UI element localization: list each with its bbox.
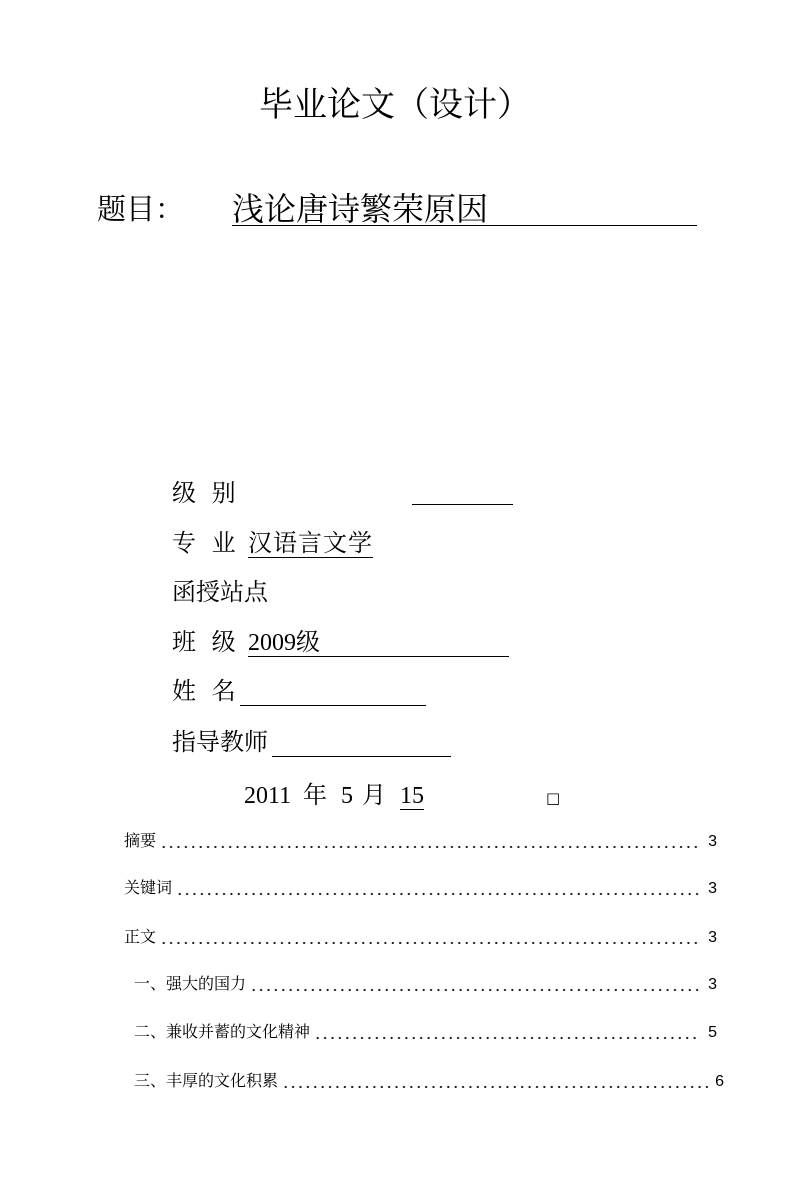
toc-label: 正文 xyxy=(124,929,157,946)
toc-label: 关键词 xyxy=(124,880,173,897)
toc-page-number: 3 xyxy=(708,880,717,897)
station-label: 函授站点 xyxy=(172,579,268,606)
level-blank-line xyxy=(412,480,513,505)
class-value: 2009级 xyxy=(248,630,509,657)
class-label: 班 级 xyxy=(172,629,236,656)
name-blank-line xyxy=(240,681,426,706)
date-month: 5 xyxy=(341,783,353,809)
toc-page-number: 3 xyxy=(708,833,717,850)
name-label: 姓 名 xyxy=(172,678,236,705)
toc-entry-section-2 xyxy=(134,1023,717,1043)
toc-label: 一、强大的国力 xyxy=(134,976,247,993)
toc-label: 摘要 xyxy=(124,833,157,850)
advisor-label: 指导教师 xyxy=(172,729,268,756)
toc-leader-dots xyxy=(282,1072,708,1092)
toc-page-number: 3 xyxy=(708,929,717,946)
toc-leader-dots xyxy=(160,928,701,948)
subject-value: 浅论唐诗繁荣原因 xyxy=(232,193,697,226)
toc-entry-body xyxy=(124,928,717,948)
thesis-title: 毕业论文（设计） xyxy=(259,86,531,124)
date-day: 15 xyxy=(400,783,424,809)
toc-page-number: 5 xyxy=(708,1024,717,1041)
subject-label: 题目： xyxy=(97,194,185,226)
advisor-blank-line xyxy=(272,732,451,757)
major-value: 汉语言文学 xyxy=(248,530,373,557)
toc-entry-abstract xyxy=(124,832,717,852)
toc-entry-section-3 xyxy=(134,1072,724,1092)
toc-entry-keywords xyxy=(124,879,717,899)
toc-leader-dots xyxy=(314,1023,701,1043)
toc-leader-dots xyxy=(160,832,701,852)
level-label: 级 别 xyxy=(172,480,236,507)
date-year: 2011 xyxy=(244,783,292,809)
toc-leader-dots xyxy=(250,975,701,995)
toc-entry-section-1 xyxy=(134,975,717,995)
date-year-unit: 年 xyxy=(303,782,327,809)
toc-page-number: 6 xyxy=(715,1073,724,1090)
date-month-unit: 月 xyxy=(362,782,386,809)
box-mark: □ xyxy=(546,789,561,807)
toc-label: 二、兼收并蓄的文化精神 xyxy=(134,1024,311,1041)
toc-label: 三、丰厚的文化积累 xyxy=(134,1073,279,1090)
toc-leader-dots xyxy=(176,879,701,899)
toc-page-number: 3 xyxy=(708,976,717,993)
major-label: 专 业 xyxy=(172,530,236,557)
